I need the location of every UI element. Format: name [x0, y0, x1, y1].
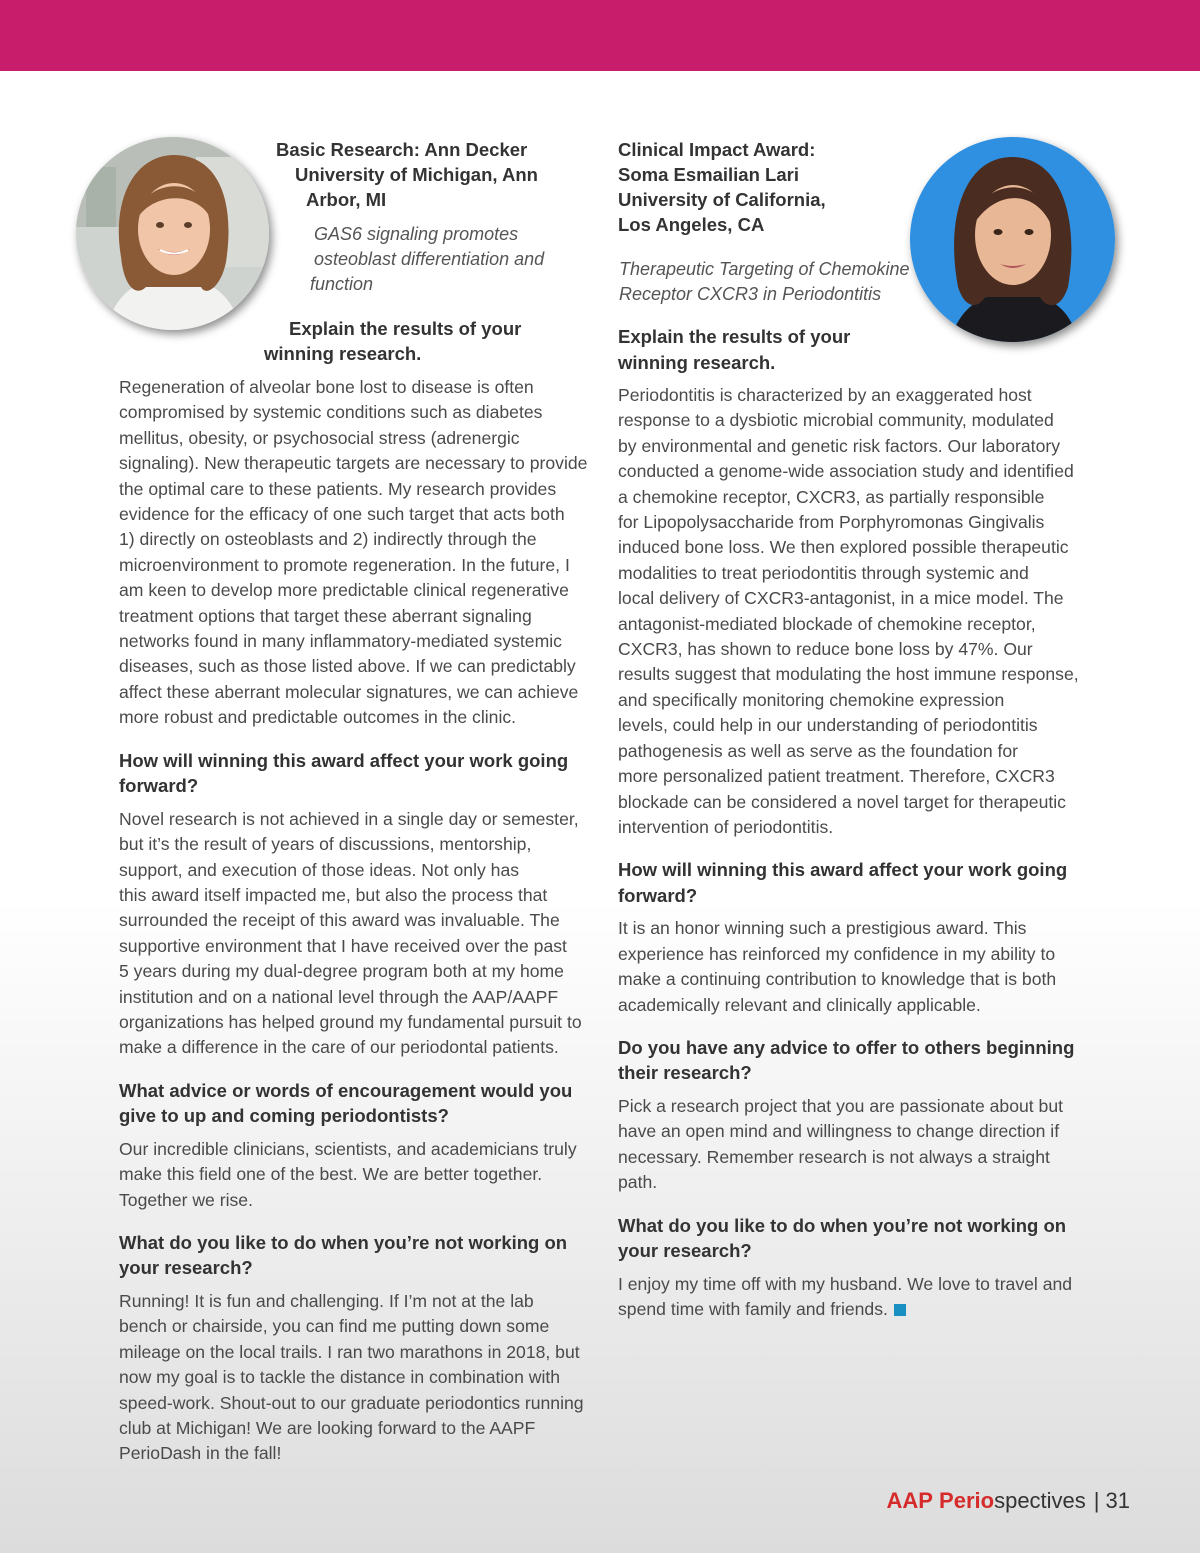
text-line: the optimal care to these patients. My research provides: [119, 478, 557, 499]
text-line: signaling). New therapeutic targets are necessary to provide: [119, 453, 588, 474]
text-line: winning research.: [618, 351, 776, 373]
text-line: supportive environment that I have received over the past: [119, 935, 567, 956]
text-line: local delivery of CXCR3-antagonist, in a mice model. The: [618, 588, 1064, 609]
text-line: Our incredible clinicians, scientists, and academicians truly: [119, 1138, 577, 1159]
right-column-body: [618, 324, 1088, 1322]
right-question-award-impact: [618, 857, 1088, 908]
text-line: Together we rise.: [119, 1189, 253, 1210]
right-answer-free-time: [618, 1272, 1088, 1323]
right-project-title-line: Receptor CXCR3 in Periodontitis: [619, 284, 882, 304]
text-line: Do you have any advice to offer to others beginning: [618, 1036, 1075, 1058]
text-line: affect these aberrant molecular signatures, we can achieve: [119, 681, 579, 702]
text-line: but it’s the result of years of discussions, mentorship,: [119, 834, 532, 855]
soma-esmailian-lari-portrait: [910, 137, 1115, 342]
text-line: and specifically monitoring chemokine expression: [618, 689, 1005, 710]
text-line: more personalized patient treatment. Therefore, CXCR3: [618, 766, 1055, 787]
text-line: organizations has helped ground my fundamental pursuit to: [119, 1011, 582, 1032]
text-line: modalities to treat periodontitis through systemic and: [618, 562, 1029, 583]
left-project-title-line: function: [310, 274, 374, 294]
right-question-free-time: [618, 1213, 1088, 1264]
text-line: evidence for the efficacy of one such target that acts both: [119, 504, 565, 525]
text-line: conducted a genome-wide association study and identified: [618, 461, 1074, 482]
text-line: microenvironment to promote regeneration. In the future, I: [119, 554, 570, 575]
right-award-heading-line: Los Angeles, CA: [618, 214, 765, 235]
text-line: institution and on a national level through the AAP/AAPF: [119, 986, 559, 1007]
text-line: Pick a research project that you are passionate about but: [618, 1095, 1063, 1116]
text-line: this award itself impacted me, but also the process that: [119, 884, 548, 905]
page-number: 31: [1105, 1488, 1130, 1513]
text-line: What do you like to do when you’re not working on: [618, 1214, 1067, 1236]
text-line: How will winning this award affect your work going: [119, 749, 569, 771]
right-project-title-line: Therapeutic Targeting of Chemokine: [619, 259, 910, 279]
footer-brand-aap: AAP: [886, 1488, 933, 1513]
text-line: by environmental and genetic risk factors. Our laboratory: [618, 435, 1061, 456]
right-answer-award-impact: [618, 916, 1088, 1018]
right-award-heading-line: Clinical Impact Award:: [618, 139, 816, 160]
text-line: Explain the results of your: [618, 326, 851, 347]
right-question-results: [618, 324, 1088, 375]
text-line: PerioDash in the fall!: [119, 1443, 282, 1464]
text-line: for Lipopolysaccharide from Porphyromonas Gingivalis: [618, 512, 1045, 533]
text-line: antagonist-mediated blockade of chemokine receptor,: [618, 613, 1036, 634]
text-line: support, and execution of those ideas. Not only has: [119, 859, 520, 880]
text-line: diseases, such as those listed above. If we can predictably: [119, 656, 576, 677]
text-line: mileage on the local trails. I ran two marathons in 2018, but: [119, 1341, 580, 1362]
text-line: Periodontitis is characterized by an exaggerated host: [618, 385, 1032, 405]
text-line: your research?: [618, 1240, 752, 1262]
text-line: intervention of periodontitis.: [618, 816, 834, 837]
footer-brand-perio: Perio: [939, 1488, 995, 1513]
text-line: mellitus, obesity, or psychosocial stress (adrenergic: [119, 427, 520, 448]
text-line: compromised by systemic conditions such as diabetes: [119, 402, 543, 423]
text-line: surrounded the receipt of this award was invaluable. The: [119, 910, 560, 931]
left-answer-award-impact: [119, 807, 587, 1061]
left-question-free-time: [119, 1230, 587, 1281]
text-line: Novel research is not achieved in a single day or semester,: [119, 808, 579, 829]
page-footer: [886, 1488, 1130, 1514]
top-accent-bar: [0, 0, 1200, 71]
left-column-body: [119, 375, 587, 1467]
text-line: treatment options that target these aberrant signaling: [119, 605, 532, 626]
footer-brand-spectives: spectives: [994, 1488, 1086, 1513]
right-answer-free-time-last-line: spend time with family and friends.: [618, 1298, 888, 1319]
text-line: Running! It is fun and challenging. If I’m not at the lab: [119, 1290, 534, 1311]
left-project-title-line: GAS6 signaling promotes: [314, 224, 519, 244]
left-answer-advice: [119, 1137, 587, 1213]
text-line: blockade can be considered a novel target for therapeutic: [618, 791, 1066, 812]
right-question-advice: [618, 1035, 1088, 1086]
text-line: forward?: [119, 775, 199, 797]
text-line: forward?: [618, 884, 698, 906]
text-line: your research?: [119, 1257, 253, 1279]
text-line: necessary. Remember research is not always a straight: [618, 1146, 1050, 1167]
left-award-heading-line: Basic Research: Ann Decker: [276, 139, 528, 160]
text-line: induced bone loss. We then explored possible therapeutic: [618, 537, 1069, 558]
text-line: am keen to develop more predictable clinical regenerative: [119, 580, 569, 601]
text-line: I enjoy my time off with my husband. We love to travel and: [618, 1273, 1073, 1294]
text-line: make this field one of the best. We are better together.: [119, 1164, 543, 1185]
text-line: response to a dysbiotic microbial community, modulated: [618, 410, 1054, 431]
text-line: levels, could help in our understanding of periodontitis: [618, 715, 1038, 736]
text-line: their research?: [618, 1062, 752, 1084]
left-answer-results: [119, 375, 587, 731]
text-line: a chemokine receptor, CXCR3, as partially responsible: [618, 486, 1045, 507]
left-question-award-impact: [119, 748, 587, 799]
footer-separator: |: [1093, 1488, 1100, 1513]
text-line: club at Michigan! We are looking forward to the AAPF: [119, 1418, 536, 1438]
text-line: It is an honor winning such a prestigious award. This: [618, 918, 1027, 939]
right-award-heading-line: University of California,: [618, 189, 826, 210]
text-line: experience has reinforced my confidence in my ability to: [618, 943, 1056, 964]
left-award-heading-line: Arbor, MI: [306, 189, 387, 210]
text-line: bench or chairside, you can find me putting down some: [119, 1316, 550, 1337]
text-line: make a continuing contribution to knowledge that is both: [618, 969, 1057, 990]
text-line: networks found in many inflammatory-mediated systemic: [119, 631, 562, 652]
text-line: What do you like to do when you’re not working on: [119, 1231, 568, 1253]
right-answer-results: [618, 383, 1088, 840]
text-line: [618, 1297, 1088, 1322]
left-question-results: winning research.: [264, 343, 422, 364]
text-line: What advice or words of encouragement would you: [119, 1079, 573, 1101]
text-line: pathogenesis as well as serve as the foundation for: [618, 740, 1019, 761]
text-line: have an open mind and willingness to change direction if: [618, 1121, 1060, 1142]
right-answer-advice: [618, 1094, 1088, 1196]
text-line: make a difference in the care of our periodontal patients.: [119, 1037, 559, 1058]
left-award-heading-line: University of Michigan, Ann: [295, 164, 538, 185]
left-project-title-line: osteoblast differentiation and: [314, 249, 545, 269]
right-award-heading-line: Soma Esmailian Lari: [618, 164, 799, 185]
text-line: 1) directly on osteoblasts and 2) indirectly through the: [119, 529, 537, 550]
left-question-advice: [119, 1078, 587, 1129]
article-end-mark-icon: [894, 1304, 906, 1316]
text-line: give to up and coming periodontists?: [119, 1105, 449, 1127]
left-question-results: Explain the results of your: [289, 318, 522, 339]
text-line: CXCR3, has shown to reduce bone loss by 47%. Our: [618, 639, 1033, 660]
text-line: How will winning this award affect your work going: [618, 859, 1068, 881]
text-line: speed-work. Shout-out to our graduate periodontics running: [119, 1392, 584, 1413]
text-line: path.: [618, 1172, 658, 1193]
text-line: more robust and predictable outcomes in the clinic.: [119, 707, 517, 728]
text-line: 5 years during my dual-degree program both at my home: [119, 961, 564, 982]
text-line: Regeneration of alveolar bone lost to disease is often: [119, 377, 534, 397]
left-answer-free-time: [119, 1289, 587, 1467]
text-line: academically relevant and clinically applicable.: [618, 994, 981, 1015]
ann-decker-portrait: [76, 137, 269, 330]
text-line: now my goal is to tackle the distance in combination with: [119, 1367, 561, 1388]
text-line: results suggest that modulating the host immune response,: [618, 664, 1079, 685]
